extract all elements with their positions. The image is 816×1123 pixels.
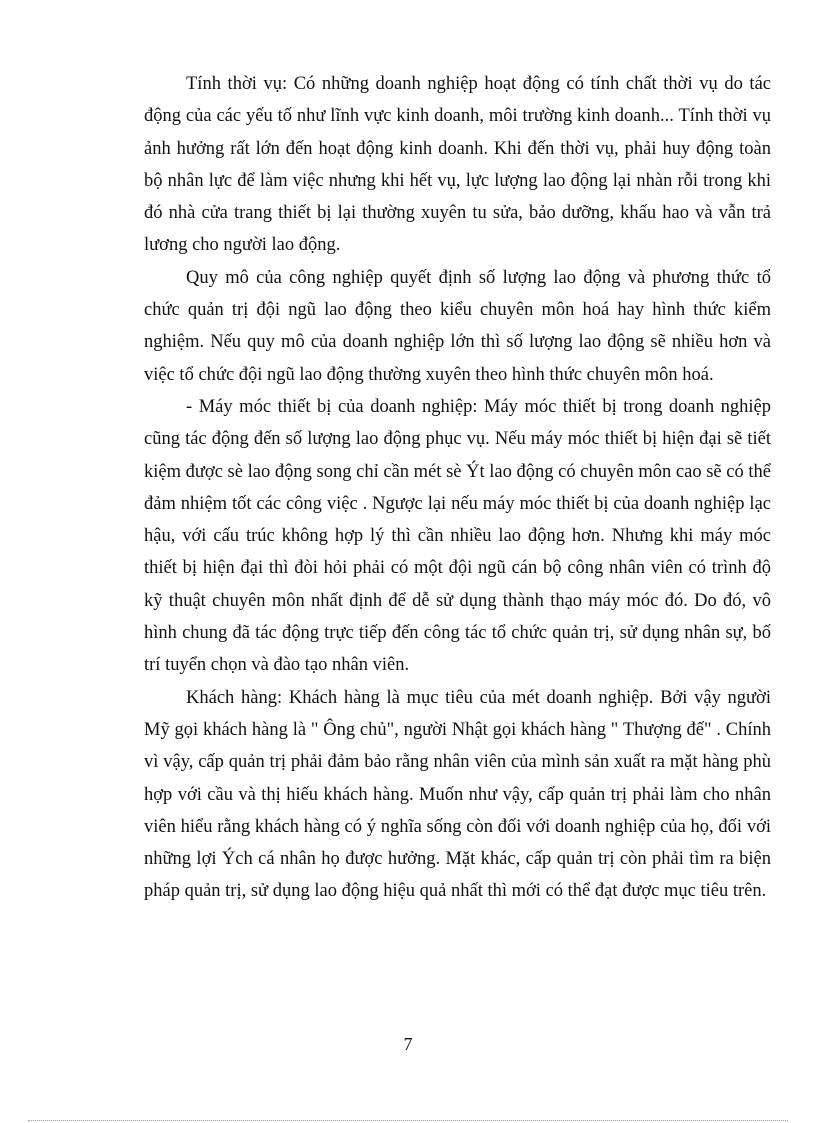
page-number: 7: [403, 1034, 413, 1054]
footer-dotted-divider: [28, 1120, 788, 1121]
paragraph-machinery: - Máy móc thiết bị của doanh nghiệp: Máy móc thiết bị trong doanh nghiệp cũng tác động đến số lượng lao động phục vụ. Nếu máy móc thiết bị hiện đại sẽ tiết kiệm được sè lao động song chỉ cần mét sè Ýt lao động có chuyên môn cao sẽ có thể đảm nhiệm tốt các công việc . Ngược lại nếu máy móc thiết bị của doanh nghiệp lạc hậu, với cấu trúc không hợp lý thì cần nhiều lao động hơn. Nhưng khi máy móc thiết bị hiện đại thì đòi hỏi phải có một đội ngũ cán bộ công nhân viên có trình độ kỹ thuật chuyên môn nhất định để dễ sử dụng thành thạo máy móc đó. Do đó, vô hình chung đã tác động trực tiếp đến công tác tổ chức quản trị, sử dụng nhân sự, bố trí tuyển chọn và đào tạo nhân viên.: [144, 396, 771, 676]
paragraph-seasonality: Tính thời vụ: Có những doanh nghiệp hoạt động có tính chất thời vụ do tác động của các yếu tố như lĩnh vực kinh doanh, môi trường kinh doanh... Tính thời vụ ảnh hưởng rất lớn đến hoạt động kinh doanh. Khi đến thời vụ, phải huy động toàn bộ nhân lực để làm việc nhưng khi hết vụ, lực lượng lao động lại nhàn rỗi trong khi đó nhà cửa trang thiết bị lại thường xuyên tu sửa, bảo dưỡng, khấu hao và vẫn trả lương cho người lao động.: [144, 74, 771, 256]
paragraph-company-scale: Quy mô của công nghiệp quyết định số lượng lao động và phương thức tổ chức quản trị đội ngũ lao động theo kiểu chuyên môn hoá hay hình thức kiểm nghiệm. Nếu quy mô của doanh nghiệp lớn thì số lượng lao động sẽ nhiều hơn và việc tổ chức đội ngũ lao động thường xuyên theo hình thức chuyên môn hoá.: [144, 267, 771, 385]
page-body: [144, 68, 771, 908]
paragraph-customers: Khách hàng: Khách hàng là mục tiêu của mét doanh nghiệp. Bởi vậy người Mỹ gọi khách hàng là " Ông chủ", người Nhật gọi khách hàng " Thượng đế" . Chính vì vậy, cấp quản trị phải đảm bảo rằng nhân viên của mình sản xuất ra mặt hàng phù hợp với cầu và thị hiếu khách hàng. Muốn như vậy, cấp quản trị phải làm cho nhân viên hiểu rằng khách hàng có ý nghĩa sống còn đối với doanh nghiệp của họ, đối với những lợi Ých cá nhân họ được hưởng. Mặt khác, cấp quản trị còn phải tìm ra biện pháp quản trị, sử dụng lao động hiệu quả nhất thì mới có thể đạt được mục tiêu trên.: [144, 687, 771, 902]
